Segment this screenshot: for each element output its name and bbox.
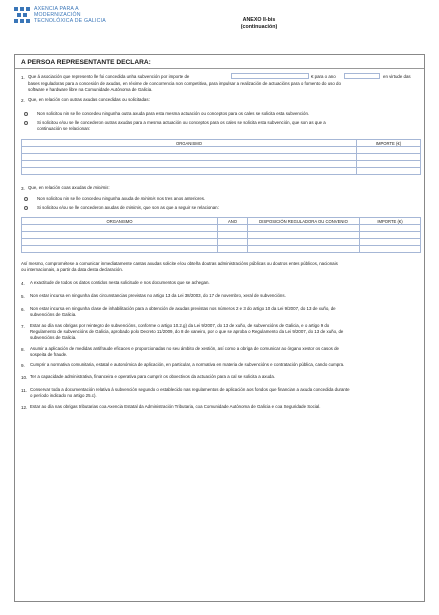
declaration-item-text: o período indicado no artigo 25.c). [30, 393, 97, 398]
item3-option1-radio[interactable] [24, 197, 28, 201]
other-aids-table [21, 139, 421, 175]
table-row [22, 147, 421, 154]
declaration-item-text: sospeita de fraude. [30, 352, 68, 357]
item2-title: Que, en relación con outras axudas concedidas ou solicitadas: [28, 97, 150, 102]
col-header-amount: IMPORTE (€) [357, 140, 421, 147]
table-cell[interactable] [22, 225, 218, 232]
subsidy-amount-input[interactable] [231, 73, 309, 79]
item3-option1-emphasis: minimis [140, 196, 156, 201]
declaration-item-text: A exactitude de todos os datos contidos nesta solicitude e nos documentos que se achegan. [30, 280, 210, 285]
table-row [22, 232, 421, 239]
agency-name-line: TECNOLÓXICA DE GALICIA [34, 18, 106, 24]
table-row [22, 161, 421, 168]
table-cell[interactable] [360, 225, 421, 232]
col-header-organism: ORGANISMO [22, 218, 218, 225]
xunta-logo-icon [14, 7, 30, 23]
table-cell[interactable] [360, 232, 421, 239]
year-input[interactable] [344, 73, 380, 79]
item3-title-text: : [108, 185, 110, 190]
annex-title: ANEXO II-bis [242, 17, 276, 23]
item2-option2-label: Si solicitou e/ou se lle concederon outras axudas para a mesma actuación ou conceptos para os cales se solicita esta subvención, que son as que a [37, 120, 326, 125]
col-header-year: ANO [218, 218, 248, 225]
item-number: 5. [21, 294, 25, 299]
section-divider [15, 68, 424, 69]
item-number: 1. [21, 75, 25, 80]
col-header-organism: ORGANISMO [22, 140, 357, 147]
item3-option2-emphasis: minimis [126, 205, 141, 210]
declaration-item-text: subvencións de Galicia. [30, 312, 77, 317]
item3-option2-radio[interactable] [24, 206, 28, 210]
item1-text-line3: software e hardware libre na Comunidade Autónoma de Galicia. [28, 87, 153, 92]
item2-option1-radio[interactable] [24, 112, 28, 116]
item1-text-line2: bases reguladoras para a concesión de axudas, en réxime de concorrencia non competitiva, para impulsar a realización de actuacións para o fomento do uso do [28, 81, 341, 86]
table-cell[interactable] [22, 232, 218, 239]
item-number: 8. [21, 347, 25, 352]
item-number: 6. [21, 307, 25, 312]
table-row [22, 168, 421, 175]
item1-text-a: Que á asociación que represento lle foi concedida unha subvención por importe de [28, 74, 190, 79]
minimis-aids-table [21, 217, 421, 253]
table-cell[interactable] [357, 147, 421, 154]
item1-text-c: en virtude das [383, 74, 411, 79]
item3-option1-label [37, 196, 205, 201]
table-cell[interactable] [218, 246, 248, 253]
item-number: 11. [21, 388, 28, 393]
item3-title-text: Que, en relación coas axudas de [28, 185, 94, 190]
table-row [22, 154, 421, 161]
table-cell[interactable] [22, 239, 218, 246]
item3-option2-text: , que son as que a seguir se relacionan: [140, 205, 219, 210]
item3-option1-text: nos tres anos anteriores. [155, 196, 206, 201]
item2-option2-label-cont: continuación se relacionan: [37, 126, 91, 131]
table-cell[interactable] [218, 232, 248, 239]
table-row [22, 246, 421, 253]
item-number: 10. [21, 375, 28, 380]
agency-name-line: MODERNIZACIÓN [34, 12, 81, 18]
table-cell[interactable] [22, 147, 357, 154]
agency-name-line: AXENCIA PARA A [34, 6, 79, 12]
page-header [14, 6, 434, 46]
commitment-line2: ou internacionais, a partir da data desta declaración. [21, 267, 124, 272]
item3-option2-label [37, 205, 219, 210]
declaration-item-text: Asumir a aplicación de medidas antifraude eficaces e proporcionadas no seu ámbito de xestión, así como a obriga de comunicar ao órgano xestor os casos de [30, 346, 339, 351]
item-number: 4. [21, 281, 25, 286]
item-number: 3. [21, 186, 25, 191]
table-cell[interactable] [248, 225, 360, 232]
declaration-item-text: Ter a capacidade administrativa, financeira e operativa para cumprir os obxectivos da actuación para a cal se solicita a axuda. [30, 374, 276, 379]
table-cell[interactable] [360, 246, 421, 253]
table-cell[interactable] [248, 246, 360, 253]
item-number: 12. [21, 405, 28, 410]
table-cell[interactable] [218, 225, 248, 232]
item3-option1-text: Non solicitou nin se lle concedeu ningunha axuda de [37, 196, 141, 201]
table-row [22, 225, 421, 232]
agency-logo [14, 6, 106, 24]
col-header-regulation: DISPOSICIÓN REGULADORA OU CONVENIO [248, 218, 360, 225]
table-cell[interactable] [360, 239, 421, 246]
table-cell[interactable] [357, 168, 421, 175]
agency-name [34, 6, 106, 24]
table-cell[interactable] [357, 154, 421, 161]
section-title: A PERSOA REPRESENTANTE DECLARA: [21, 59, 151, 66]
table-cell[interactable] [248, 239, 360, 246]
item-number: 2. [21, 98, 25, 103]
declaration-frame [14, 54, 425, 602]
item3-title-emphasis: minimis [93, 185, 109, 190]
table-cell[interactable] [248, 232, 360, 239]
declaration-item-text: Conservar toda a documentación relativa á subvención segundo o establecido nas regulamentos de aplicación aos fondos que financian a axuda concedida durante [30, 387, 350, 392]
table-cell[interactable] [357, 161, 421, 168]
item-number: 9. [21, 363, 25, 368]
table-cell[interactable] [22, 246, 218, 253]
declaration-item-text: Non estar incursa en ningunha das circunstancias previstas no artigo 13 da Lei 38/2003, do 17 de novembro, xeral de subvencións. [30, 293, 286, 298]
annex-subtitle: (continuación) [240, 24, 278, 30]
col-header-amount: IMPORTE (€) [360, 218, 421, 225]
table-cell[interactable] [22, 168, 357, 175]
table-cell[interactable] [22, 154, 357, 161]
item-number: 7. [21, 324, 25, 329]
declaration-item-text: Estar ao día nas obrigas tributarias coa Axencia Estatal da Administración Tributaria, coa Comunidade Autónoma de Galicia e coa Seguridade Social. [30, 404, 321, 409]
declaration-item-text: Regulamento de subvencións de Galicia, aprobado polo Decreto 11/2009, do 8 de xaneiro, por o que se aproba o Regulamento da Lei 9/2007, do 13 de xuño, de [30, 329, 344, 334]
item1-text-b: € para o ano [311, 74, 336, 79]
item2-option2-radio[interactable] [24, 121, 28, 125]
declaration-item-text: Estar ao día nas obrigas por reintegro de subvencións, conforme o artigo 10.2.g) da Lei 9/2007, do 13 de xuño, de subvencións de Galicia, e o artigo 9 do [30, 323, 330, 328]
table-row [22, 239, 421, 246]
declaration-item-text: subvencións de Galicia. [30, 335, 77, 340]
table-cell[interactable] [218, 239, 248, 246]
declaration-item-text: Cumprir a normativa comunitaria, estatal e autonómica de aplicación, en particular, a normativa en materia de subvencións e contratación pública, cando cumpra. [30, 362, 345, 367]
annex-heading [229, 17, 289, 31]
commitment-line1: Así mesmo, comprométese a comunicar inmediatamente cantas axudas solicite e/ou obteña doutras administracións públicas ou doutros entes públicos, nacionais [21, 261, 338, 266]
item2-option1-label: Non solicitou nin se lle concedeu ningunha outra axuda para esta mesma actuación ou conceptos para os cales se solicita esta subvención. [37, 111, 310, 116]
item3-option2-text: Si solicitou e/ou se lle concederon axudas de [37, 205, 127, 210]
table-cell[interactable] [22, 161, 357, 168]
item3-title [28, 185, 110, 190]
declaration-item-text: Non estar incursa en ningunha clase de inhabilitación para a obtención de axudas previstas nos números 2 e 3 do artigo 10 da Lei 9/2007, do 13 de xuño, de [30, 306, 336, 311]
